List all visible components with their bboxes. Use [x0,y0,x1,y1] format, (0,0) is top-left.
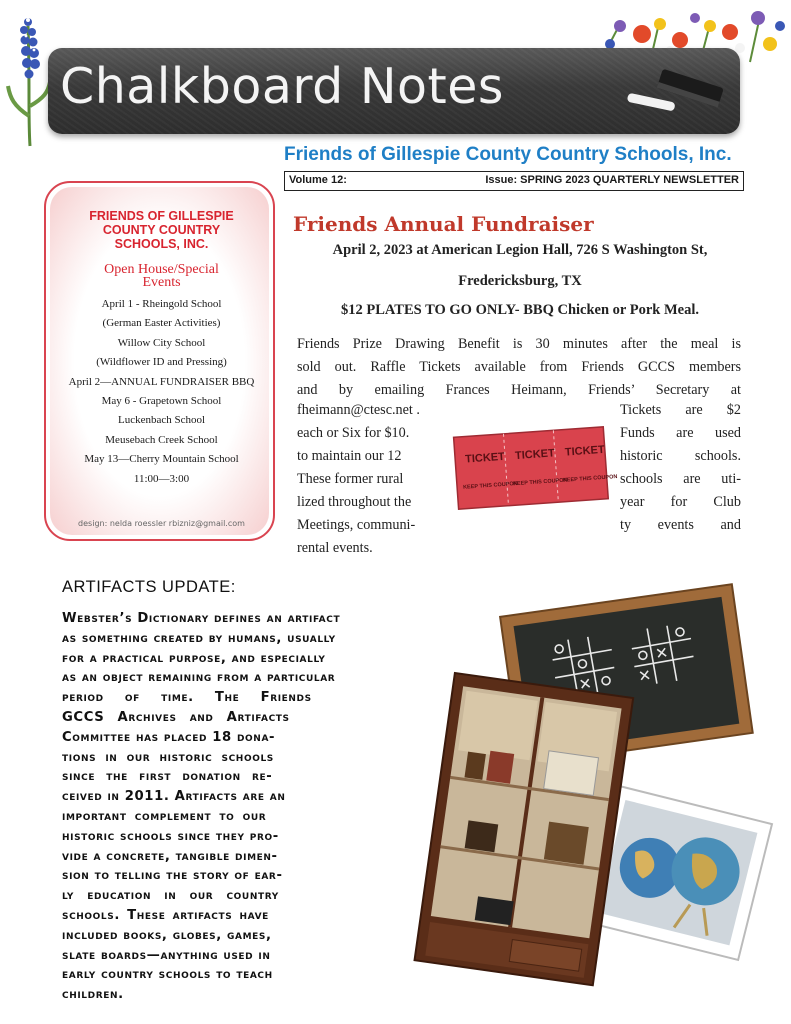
ticket-coupon: KEEP THIS COUPON [462,480,518,491]
event-item: May 13—Cherry Mountain School [84,453,239,466]
ticket-coupon: KEEP THIS COUPON [512,477,568,488]
organization-title: Friends of Gillespie County Country Schools, Inc. [284,144,732,165]
events-list [46,295,277,489]
event-item: April 1 - Rheingold School [101,298,222,310]
event-item: 11:00—3:00 [133,472,190,485]
wrap-left-line: Meetings, communi- [297,517,416,533]
wrap-right-line: Funds are used [620,425,741,441]
ticket-label: TICKET [464,450,506,466]
wrap-left-line: fheimann@ctesc.net . [297,402,420,418]
ticket-label: TICKET [514,447,556,463]
event-item: May 6 - Grapetown School [101,394,222,407]
wrap-right-line: historic schools. [620,448,741,464]
issue-label: Issue: SPRING 2023 QUARTERLY NEWSLETTER [485,174,739,186]
wrap-left-line: lized throughout the [297,494,412,510]
design-credit: design: nelda roessler rbizniz@gmail.com [78,519,245,528]
fundraiser-title: Friends Annual Fundraiser [293,212,594,236]
artifacts-body: Webster’s Dictionary defines an artifact as something created by humans, usually for a practical purpose, and especially as an object remaining from a particular period of time. The Friends GCCS Archives and Artifacts Committee has placed 18 dona- tions in our historic schools since the first donation re- ceived in 2011. Artifacts are an important complement to our historic schools since they pro- vide a concrete, tangible dimen- sion to telling the story of ear- ly education in our country schools. These artifacts have included books, globes, games, slate boards—anything used in early country schools to teach children. [62,611,341,1003]
event-item: April 2—ANNUAL FUNDRAISER BBQ [68,375,255,388]
events-sidebar [44,181,275,541]
ticket-coupon: KEEP THIS COUPON [562,474,618,484]
fundraiser-city: Fredericksburg, TX [458,273,582,289]
event-item: Luckenbach School [117,414,206,427]
wrap-left-line: rental events. [297,540,373,556]
volume-label: Volume 12: [289,174,347,186]
fundraiser-price: $12 PLATES TO GO ONLY- BBQ Chicken or Pork Meal. [341,302,699,318]
chalk-icon [623,90,683,116]
issue-bar [284,171,744,191]
event-item: (Wildflower ID and Pressing) [96,356,227,369]
event-item: Meusebach Creek School [105,433,218,446]
artifacts-heading: ARTIFACTS UPDATE: [62,578,236,596]
display-cabinet-photo [408,678,638,978]
sidebar-org-name: FRIENDS OF GILLESPIE COUNTY COUNTRY SCHOOLS, INC. [89,209,234,251]
bluebonnet-illustration [4,6,52,146]
masthead-chalkboard [48,48,740,134]
wrap-left-line: each or Six for $10. [297,425,410,441]
event-item: Willow City School [117,336,206,349]
wrap-right-line: ty events and [620,517,741,533]
wrap-right-line: schools are uti- [620,471,741,487]
newsletter-title: Chalkboard Notes [60,58,504,115]
wrap-right-line: Tickets are $2 [620,402,741,418]
raffle-tickets-image [452,418,618,520]
event-item: (German Easter Activities) [102,317,221,330]
ticket-label: TICKET [564,443,605,459]
wrap-right-line: year for Club [620,494,741,510]
wrap-left-line: These former rural [297,471,404,487]
sidebar-heading: Open House/Special Events [104,262,219,290]
fundraiser-body: Friends Prize Drawing Benefit is 30 minutes after the meal is sold out. Raffle Tickets available from Friends GCCS members and by emailing Frances Heimann, Friends’ Secretary at [297,336,741,398]
fundraiser-date: April 2, 2023 at American Legion Hall, 726 S Washington St, [332,242,708,258]
wrap-left-line: to maintain our 12 [297,448,402,464]
